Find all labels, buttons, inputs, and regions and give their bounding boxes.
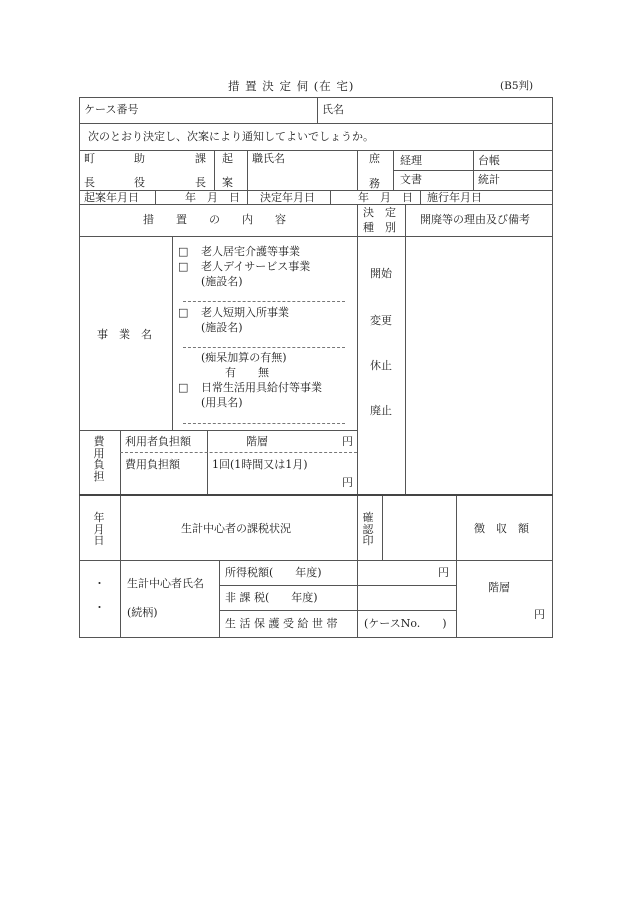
divider: [79, 236, 553, 237]
decision-date-label: 決定年月日: [260, 191, 315, 204]
reason-remarks-header: 開廃等の理由及び備考: [420, 213, 530, 226]
decision-type-header-bottom: 種 別: [363, 221, 396, 234]
user-burden-yen: 円: [342, 435, 353, 448]
short-stay-label: 老人短期入所事業: [201, 306, 289, 319]
daily-equipment-label: 日常生活用具給付等事業: [201, 381, 322, 394]
ledger-label: 台帳: [478, 154, 500, 167]
day-service-label: 老人デイサービス事業: [201, 260, 311, 273]
divider: [219, 585, 456, 586]
divider: [219, 560, 220, 637]
divider: [357, 204, 358, 494]
tax-status-header: 生計中心者の課税状況: [181, 522, 291, 535]
mayor-top: 町: [84, 152, 95, 165]
divider: [456, 496, 457, 637]
date-char: 年: [93, 511, 105, 524]
divider: [247, 150, 248, 190]
day-service-facility-label: (施設名): [201, 275, 243, 288]
income-tax-label: 所得税額( 年度): [225, 566, 322, 579]
measure-content-header: 措 置 の 内 容: [143, 213, 286, 226]
position-name-label: 職氏名: [252, 152, 285, 165]
divider: [79, 204, 553, 205]
drafted-bottom: 案: [222, 176, 233, 189]
divider: [357, 150, 358, 190]
border: [552, 97, 553, 638]
dementia-addition-label: (痴呆加算の有無): [201, 351, 287, 364]
non-taxable-label: 非 課 税( 年度): [225, 591, 318, 604]
divider: [172, 236, 173, 430]
reason-remarks-field[interactable]: [407, 238, 550, 492]
income-tax-field[interactable]: [360, 562, 435, 584]
cost-burden-unit: 1回(1時間又は1月): [212, 458, 308, 471]
deputy-bottom: 役: [134, 176, 145, 189]
equipment-name-field[interactable]: [183, 423, 345, 424]
effective-date-label: 施行年月日: [427, 191, 482, 204]
divider: [330, 190, 331, 204]
divider: [420, 190, 421, 204]
day-service-facility-field[interactable]: [183, 301, 345, 302]
short-stay-facility-label: (施設名): [201, 321, 243, 334]
collection-amount-field[interactable]: [460, 597, 530, 621]
cost-burden-amount-field[interactable]: [210, 472, 340, 490]
case-no-label[interactable]: (ケースNo. ): [364, 617, 447, 630]
divider: [79, 494, 553, 496]
head-name-label: 生計中心者氏名: [127, 577, 204, 590]
documents-label: 文書: [400, 173, 422, 186]
divider: [120, 452, 357, 453]
date-char: 月: [93, 522, 105, 536]
seal-char: 確: [362, 511, 374, 524]
collection-yen: 円: [534, 608, 545, 621]
seal-vertical-label: [361, 512, 375, 547]
decision-date-value[interactable]: 年 月 日: [358, 191, 413, 204]
home-care-label: 老人居宅介護等事業: [201, 245, 300, 258]
draft-date-label: 起案年月日: [84, 191, 139, 204]
divider: [120, 430, 121, 637]
approver-name-field[interactable]: [250, 166, 355, 188]
decision-change[interactable]: 変更: [370, 314, 392, 327]
general-affairs-bottom: 務: [369, 177, 380, 190]
date-char: 日: [93, 534, 105, 548]
divider: [382, 496, 383, 560]
checkbox-daily-equipment[interactable]: □: [178, 381, 189, 394]
deputy-top: 助: [134, 152, 145, 165]
cost-char: 用: [93, 446, 105, 460]
cost-char: 負: [93, 458, 105, 472]
cost-char: 担: [93, 469, 105, 483]
tier-label: 階層: [488, 581, 510, 594]
business-name-label: 事 業 名: [97, 328, 152, 341]
drafted-top: 起: [222, 152, 233, 165]
name-field[interactable]: [345, 98, 550, 123]
section-chief-top: 課: [195, 152, 206, 165]
decision-type-header-top: 決 定: [363, 206, 396, 219]
cost-burden-yen: 円: [342, 476, 353, 489]
checkbox-home-care[interactable]: □: [178, 245, 189, 258]
name-label: 氏名: [322, 103, 344, 116]
welfare-household-label: 生 活 保 護 受 給 世 帯: [225, 617, 338, 630]
divider: [79, 150, 553, 151]
case-number-field[interactable]: [150, 98, 315, 123]
cost-burden-vertical-label: [92, 436, 106, 482]
date-dot-1[interactable]: ・: [94, 577, 105, 590]
case-number-label: ケース番号: [84, 103, 139, 116]
divider: [317, 97, 318, 124]
decision-abolish[interactable]: 廃止: [370, 404, 392, 417]
divider: [79, 637, 553, 638]
date-dot-2[interactable]: ・: [94, 601, 105, 614]
divider: [473, 150, 474, 190]
checkbox-day-service[interactable]: □: [178, 260, 189, 273]
paper-size-note: (B5判): [500, 80, 534, 92]
cost-burden-label: 費用負担額: [125, 458, 180, 471]
form-title: 措 置 決 定 伺 (在 宅): [228, 79, 355, 93]
user-burden-tier[interactable]: 階層: [246, 435, 268, 448]
border: [79, 97, 80, 638]
checkbox-short-stay[interactable]: □: [178, 306, 189, 319]
instruction-text: 次のとおり決定し、次案により通知してよいでしょうか。: [88, 130, 374, 143]
divider: [207, 430, 208, 494]
divider: [405, 204, 406, 494]
equipment-name-label: (用具名): [201, 396, 243, 409]
divider: [79, 560, 553, 561]
divider: [219, 610, 456, 611]
draft-date-value[interactable]: 年 月 日: [185, 191, 240, 204]
user-burden-label: 利用者負担額: [125, 435, 191, 448]
dementia-options[interactable]: 有 無: [225, 366, 269, 379]
short-stay-facility-field[interactable]: [183, 347, 345, 348]
seal-char: 印: [362, 534, 374, 548]
general-affairs-top: 庶: [369, 152, 380, 165]
decision-suspend[interactable]: 休止: [370, 359, 392, 372]
accounting-label: 経理: [400, 154, 422, 167]
divider: [214, 150, 215, 190]
date-vertical-label: [92, 512, 106, 547]
divider: [357, 496, 358, 637]
collection-amount-header: 徴 収 額: [474, 522, 529, 535]
divider: [79, 123, 553, 124]
divider: [247, 190, 248, 204]
relation-label: (続柄): [127, 606, 158, 619]
decision-start[interactable]: 開始: [370, 267, 392, 280]
income-tax-yen: 円: [438, 566, 449, 579]
mayor-bottom: 長: [84, 176, 95, 189]
statistics-label: 統計: [478, 173, 500, 186]
seal-box[interactable]: [384, 498, 454, 558]
section-chief-bottom: 長: [195, 176, 206, 189]
non-taxable-field[interactable]: [360, 587, 454, 609]
divider: [155, 190, 156, 204]
cost-char: 費: [93, 435, 105, 448]
seal-char: 認: [362, 522, 374, 536]
